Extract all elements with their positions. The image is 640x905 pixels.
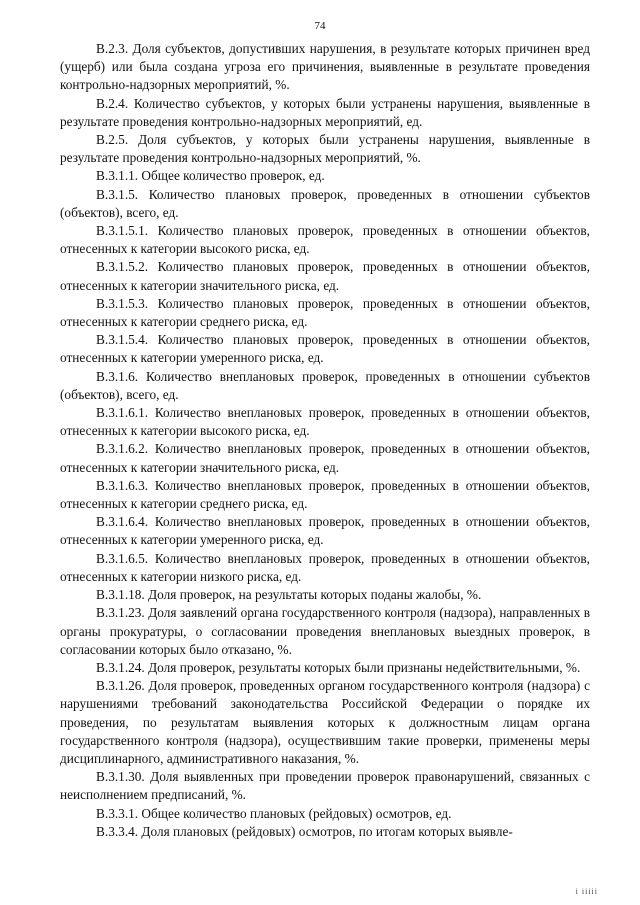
paragraph-b-3-1-5-1: В.3.1.5.1. Количество плановых проверок, проведенных в отношении объектов, отнесенных к категории высокого риска, ед. — [60, 223, 590, 257]
paragraph-b-3-3-1: В.3.3.1. Общее количество плановых (рейдовых) осмотров, ед. — [96, 805, 452, 821]
paragraph-b-3-1-26: В.3.1.26. Доля проверок, проведенных органом государственного контроля (надзора) с нарушениями требований законодательства Российской Федерации о порядке их проведения, по результатам выявления которых к должностным лицам органа государственного контроля (надзора), осуществившим такие проверки, применены меры дисциплинарного, административного наказания, %. — [60, 678, 590, 766]
paragraph-b-3-1-5: В.3.1.5. Количество плановых проверок, проведенных в отношении субъектов (объектов), всего, ед. — [60, 186, 590, 220]
paragraph-b-3-1-6-4: В.3.1.6.4. Количество внеплановых проверок, проведенных в отношении объектов, отнесенных к категории умеренного риска, ед. — [60, 514, 590, 548]
paragraph-b-2-5: В.2.5. Доля субъектов, у которых были устранены нарушения, выявленные в результате проведения контрольно-надзорных мероприятий, %. — [60, 132, 590, 166]
paragraph-b-3-1-23: В.3.1.23. Доля заявлений органа государственного контроля (надзора), направленных в органы прокуратуры, о согласовании проведения внеплановых выездных проверок, в согласовании которых было отказано, %. — [60, 605, 590, 657]
paragraph-b-3-1-5-3: В.3.1.5.3. Количество плановых проверок, проведенных в отношении объектов, отнесенных к категории среднего риска, ед. — [60, 295, 590, 330]
paragraph-b-2-3: В.2.3. Доля субъектов, допустивших нарушения, в результате которых причинен вред (ущерб) или была создана угроза его причинения, выявленные в результате проведения контрольно-надзорных мероприятий, %. — [60, 41, 590, 93]
footer-scan-mark: і ііііі — [575, 887, 598, 896]
paragraph-b-3-1-30: В.3.1.30. Доля выявленных при проведении проверок правонарушений, связанных с неисполнением предписаний, %. — [60, 769, 590, 803]
paragraph-b-3-1-5-4: В.3.1.5.4. Количество плановых проверок, проведенных в отношении объектов, отнесенных к категории умеренного риска, ед. — [60, 332, 590, 366]
document-body — [60, 40, 590, 841]
paragraph-b-3-1-18: В.3.1.18. Доля проверок, на результаты которых поданы жалобы, %. — [96, 587, 482, 603]
paragraph-b-3-3-4: В.3.3.4. Доля плановых (рейдовых) осмотров, по итогам которых выявле- — [96, 823, 513, 839]
paragraph-b-3-1-24: В.3.1.24. Доля проверок, результаты которых были признаны недействительными, %. — [96, 659, 581, 675]
paragraph-b-3-1-1: В.3.1.1. Общее количество проверок, ед. — [96, 168, 325, 184]
paragraph-b-3-1-6-5: В.3.1.6.5. Количество внеплановых проверок, проведенных в отношении объектов, отнесенных к категории низкого риска, ед. — [60, 550, 590, 584]
paragraph-b-3-1-5-2: В.3.1.5.2. Количество плановых проверок, проведенных в отношении объектов, отнесенных к категории значительного риска, ед. — [60, 259, 590, 293]
paragraph-b-2-4: В.2.4. Количество субъектов, у которых были устранены нарушения, выявленные в результате проведения контрольно-надзорных мероприятий, ед. — [60, 95, 590, 129]
paragraph-b-3-1-6-3: В.3.1.6.3. Количество внеплановых проверок, проведенных в отношении объектов, отнесенных к категории среднего риска, ед. — [60, 477, 590, 512]
paragraph-b-3-1-6-2: В.3.1.6.2. Количество внеплановых проверок, проведенных в отношении объектов, отнесенных к категории значительного риска, ед. — [60, 441, 590, 475]
page-number: 74 — [314, 20, 326, 32]
paragraph-b-3-1-6-1: В.3.1.6.1. Количество внеплановых проверок, проведенных в отношении объектов, отнесенных к категории высокого риска, ед. — [60, 405, 590, 439]
paragraph-b-3-1-6: В.3.1.6. Количество внеплановых проверок, проведенных в отношении субъектов (объектов), всего, ед. — [60, 368, 590, 402]
